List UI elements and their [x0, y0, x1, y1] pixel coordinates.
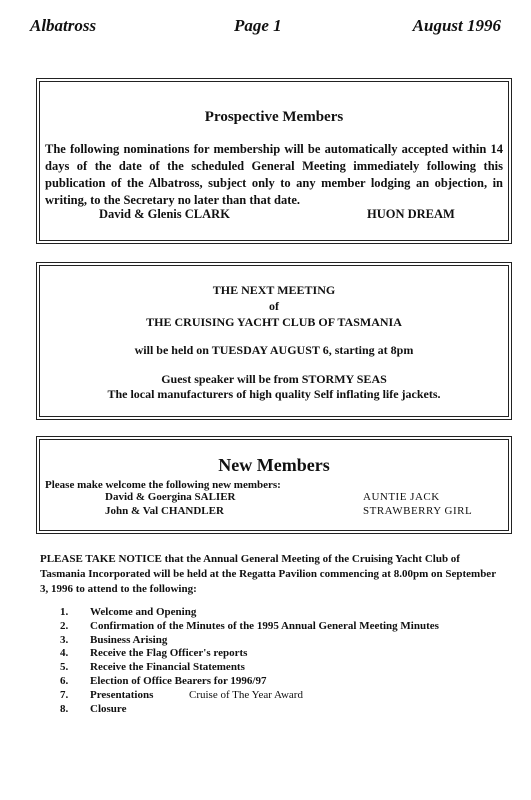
agenda-text: Confirmation of the Minutes of the 1995 Annual General Meeting Minutes — [90, 619, 439, 632]
agenda-item — [40, 606, 500, 620]
speaker-description: The local manufacturers of high quality Self inflating life jackets. — [107, 387, 441, 401]
agenda-item — [40, 675, 500, 689]
member-boat: AUNTIE JACK — [363, 491, 440, 503]
agenda-item — [40, 647, 500, 661]
guest-speaker: Guest speaker will be from STORMY SEAS — [161, 372, 387, 386]
club-name: THE CRUISING YACHT CLUB OF TASMANIA — [146, 315, 402, 329]
agenda-text: Business Arising — [90, 633, 168, 646]
agenda-text: Receive the Financial Statements — [90, 661, 245, 674]
agenda-number: 2. — [60, 619, 69, 632]
agenda-extra: Cruise of The Year Award — [189, 688, 303, 701]
new-members-intro: Please make welcome the following new members: — [45, 479, 281, 491]
agenda-item — [40, 634, 500, 648]
agenda-item — [40, 689, 500, 703]
meeting-title: THE NEXT MEETING — [212, 283, 336, 297]
member-boat: STRAWBERRY GIRL — [363, 505, 473, 517]
next-meeting-box — [36, 262, 512, 420]
agenda-text: Presentations — [90, 688, 154, 701]
agenda-text: Welcome and Opening — [90, 606, 197, 618]
agenda-item — [40, 703, 500, 717]
issue-date: August 1996 — [412, 16, 501, 35]
member-names: David & Goergina SALIER — [105, 491, 236, 503]
new-members-box — [36, 436, 512, 534]
agenda-number: 3. — [60, 633, 69, 646]
agenda-list — [40, 606, 500, 716]
prospective-members-heading: Prospective Members — [204, 109, 344, 125]
nominee-row — [45, 207, 503, 225]
page-number: Page 1 — [234, 16, 282, 35]
agenda-number: 7. — [60, 688, 69, 701]
agenda-number: 5. — [60, 661, 69, 674]
agenda-item — [40, 620, 500, 634]
agenda-number: 6. — [60, 674, 69, 687]
prospective-members-box — [36, 78, 512, 244]
nominee-names: David & Glenis CLARK — [99, 207, 230, 221]
agenda-number: 1. — [60, 606, 69, 618]
agenda-text: Election of Office Bearers for 1996/97 — [90, 674, 267, 687]
agenda-number: 4. — [60, 647, 69, 660]
prospective-members-paragraph: The following nominations for membership will be automatically accepted within 14 days of the date of the scheduled General Meeting immediately following this publication of the Albatross, subject only to any member lodging an objection, in writing, to the Secretary no later than that date. — [45, 142, 503, 207]
agenda-item — [40, 661, 500, 675]
agm-notice: PLEASE TAKE NOTICE that the Annual General Meeting of the Cruising Yacht Club of Tasmania Incorporated will be held at the Regatta Pavilion commencing at 8.00pm on September 3, 1996 to attend to the following: — [40, 553, 496, 595]
meeting-of: of — [269, 299, 279, 313]
agenda-text: Receive the Flag Officer's reports — [90, 647, 248, 660]
nominee-boat: HUON DREAM — [367, 207, 455, 221]
agenda-number: 8. — [60, 702, 69, 715]
meeting-date: will be held on TUESDAY AUGUST 6, starting at 8pm — [134, 343, 414, 357]
new-members-heading: New Members — [218, 455, 330, 475]
agenda-text: Closure — [90, 702, 127, 715]
member-names: John & Val CHANDLER — [105, 505, 224, 517]
page-header — [0, 16, 531, 42]
newsletter-title: Albatross — [30, 16, 97, 35]
